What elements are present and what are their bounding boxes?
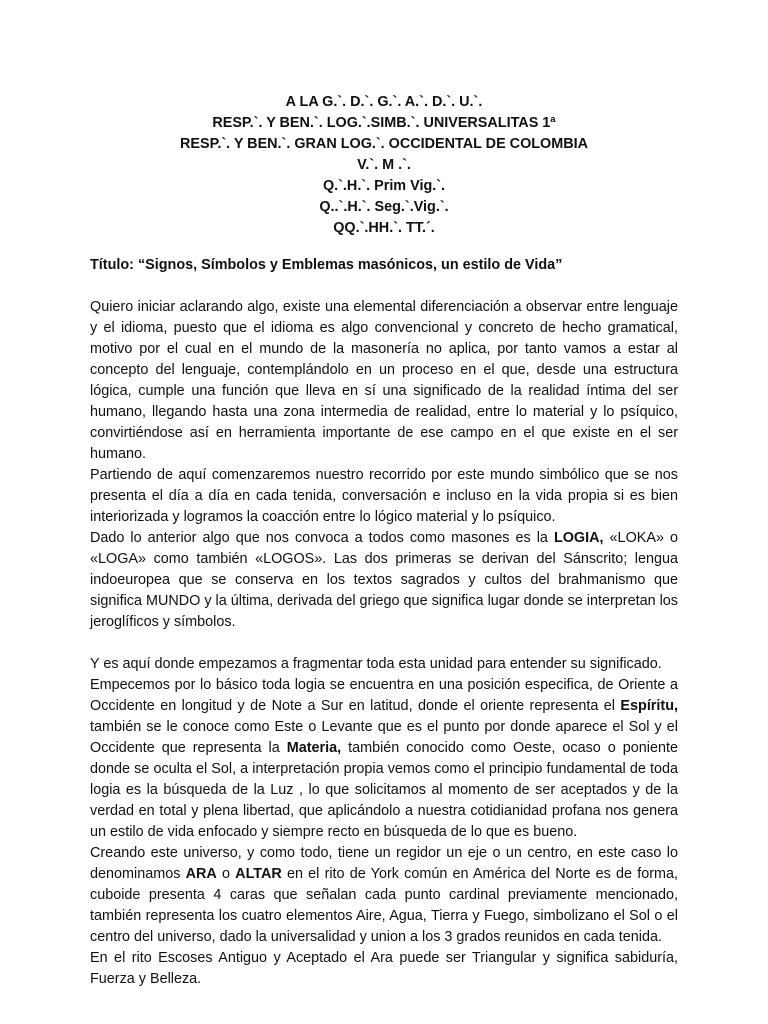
header-line-second-warden: Q..`.H.`. Seg.`.Vig.`. — [319, 199, 449, 215]
paragraph-logia-text-c: «LOKA» o «LOGA» como también «LOGOS». Las dos primeras se derivan del Sánscrito; lengua indoeuropea que se conserva en los textos sagrados y cultos del brahmanismo que significa MUNDO y la última, derivada del griego que significa lugar donde se interpretan los jeroglíficos y símbolos. — [90, 530, 678, 630]
header-line-grand-lodge: RESP.`. Y BEN.`. GRAN LOG.`. OCCIDENTAL DE COLOMBIA — [179, 136, 589, 152]
paragraph-symbolic-world: Partiendo de aquí comenzaremos nuestro recorrido por este mundo simbólico que se nos presenta el día a día en cada tenida, conversación e incluso en la vida propia si es bien interiorizada y logramos la coacción entre lo lógico material y lo psíquico. — [90, 467, 678, 525]
paragraph-language: Quiero iniciar aclarando algo, existe una elemental diferenciación a observar entre lenguaje y el idioma, puesto que el idioma es algo convencional y concreto de hecho gramatical, motivo por el cual en el mundo de la masonería no aplica, por tanto vamos a estar al concepto del lenguaje, contemplándolo en un proceso en el que, desde una estructura lógica, cumple una función que lleva en sí una significado de la realidad íntima del ser humano, llegando hasta una zona intermedia de realidad, entre lo material y lo psíquico, convirtiéndose así en herramienta importante de ese campo en el que existe en el ser humano. — [90, 299, 678, 462]
term-ara: ARA — [185, 866, 217, 882]
paragraph-ara-text-e: en el rito de York común en América del Norte es de forma, cuboide presenta 4 caras que señalan cada punto cardinal previamente mencionado, también representa los cuatro elementos Aire, Agua, Tierra y Fuego, simbolizano el Sol o el centro del universo, dado la universalidad y union a los 3 grados reunidos en cada tenida. — [90, 866, 679, 945]
header-line-lodge: RESP.`. Y BEN.`. LOG.`.SIMB.`. UNIVERSALITAS 1ª — [212, 115, 556, 131]
header-line-brothers: QQ.`.HH.`. TT.´. — [333, 220, 435, 236]
term-logia: LOGIA, — [553, 530, 604, 546]
term-espiritu: Espíritu, — [620, 698, 678, 714]
header-line-invocation: A LA G.`. D.`. G.`. A.`. D.`. U.`. — [285, 94, 483, 110]
paragraph-ara — [90, 843, 678, 948]
paragraph-orientation — [90, 675, 678, 843]
paragraph-logia — [90, 528, 678, 633]
term-altar: ALTAR — [235, 866, 282, 882]
paragraph-scottish-rite: En el rito Escoses Antiguo y Aceptado el Ara puede ser Triangular y significa sabiduría, Fuerza y Belleza. — [90, 950, 678, 987]
paragraph-orientation-text-c: también se le conoce como Este o Levante que es el punto por donde aparece el Sol y el Occidente que representa la — [90, 719, 678, 756]
paragraph-ara-text-c: o — [216, 866, 236, 882]
term-materia: Materia, — [286, 740, 342, 756]
document-title: Título: “Signos, Símbolos y Emblemas masónicos, un estilo de Vida” — [90, 257, 563, 273]
header-line-master: V.`. M .`. — [357, 157, 411, 173]
paragraph-orientation-text-e: también conocido como Oeste, ocaso o poniente donde se oculta el Sol, a interpretación propia vemos como el principio fundamental de toda logia es la búsqueda de la Luz , lo que solicitamos al momento de ser aceptados y de la verdad en total y plena libertad, que aplicándolo a nuestra cotidianidad profana nos genera un estilo de vida enfocado y siempre recto en búsqueda de lo que es bueno. — [90, 740, 678, 840]
paragraph-logia-text-a: Dado lo anterior algo que nos convoca a todos como masones es la — [90, 530, 554, 546]
paragraph-ara-text-a: Creando este universo, y como todo, tiene un regidor un eje o un centro, en este caso lo denominamos — [90, 845, 678, 882]
paragraph-orientation-text-a: Empecemos por lo básico toda logia se encuentra en una posición especifica, de Oriente a Occidente en longitud y de Note a Sur en latitud, donde el oriente representa el — [90, 677, 678, 714]
document-header — [90, 92, 678, 239]
paragraph-fragment: Y es aquí donde empezamos a fragmentar toda esta unidad para entender su significado. — [90, 656, 662, 672]
header-line-first-warden: Q.`.H.`. Prim Vig.`. — [322, 178, 446, 194]
